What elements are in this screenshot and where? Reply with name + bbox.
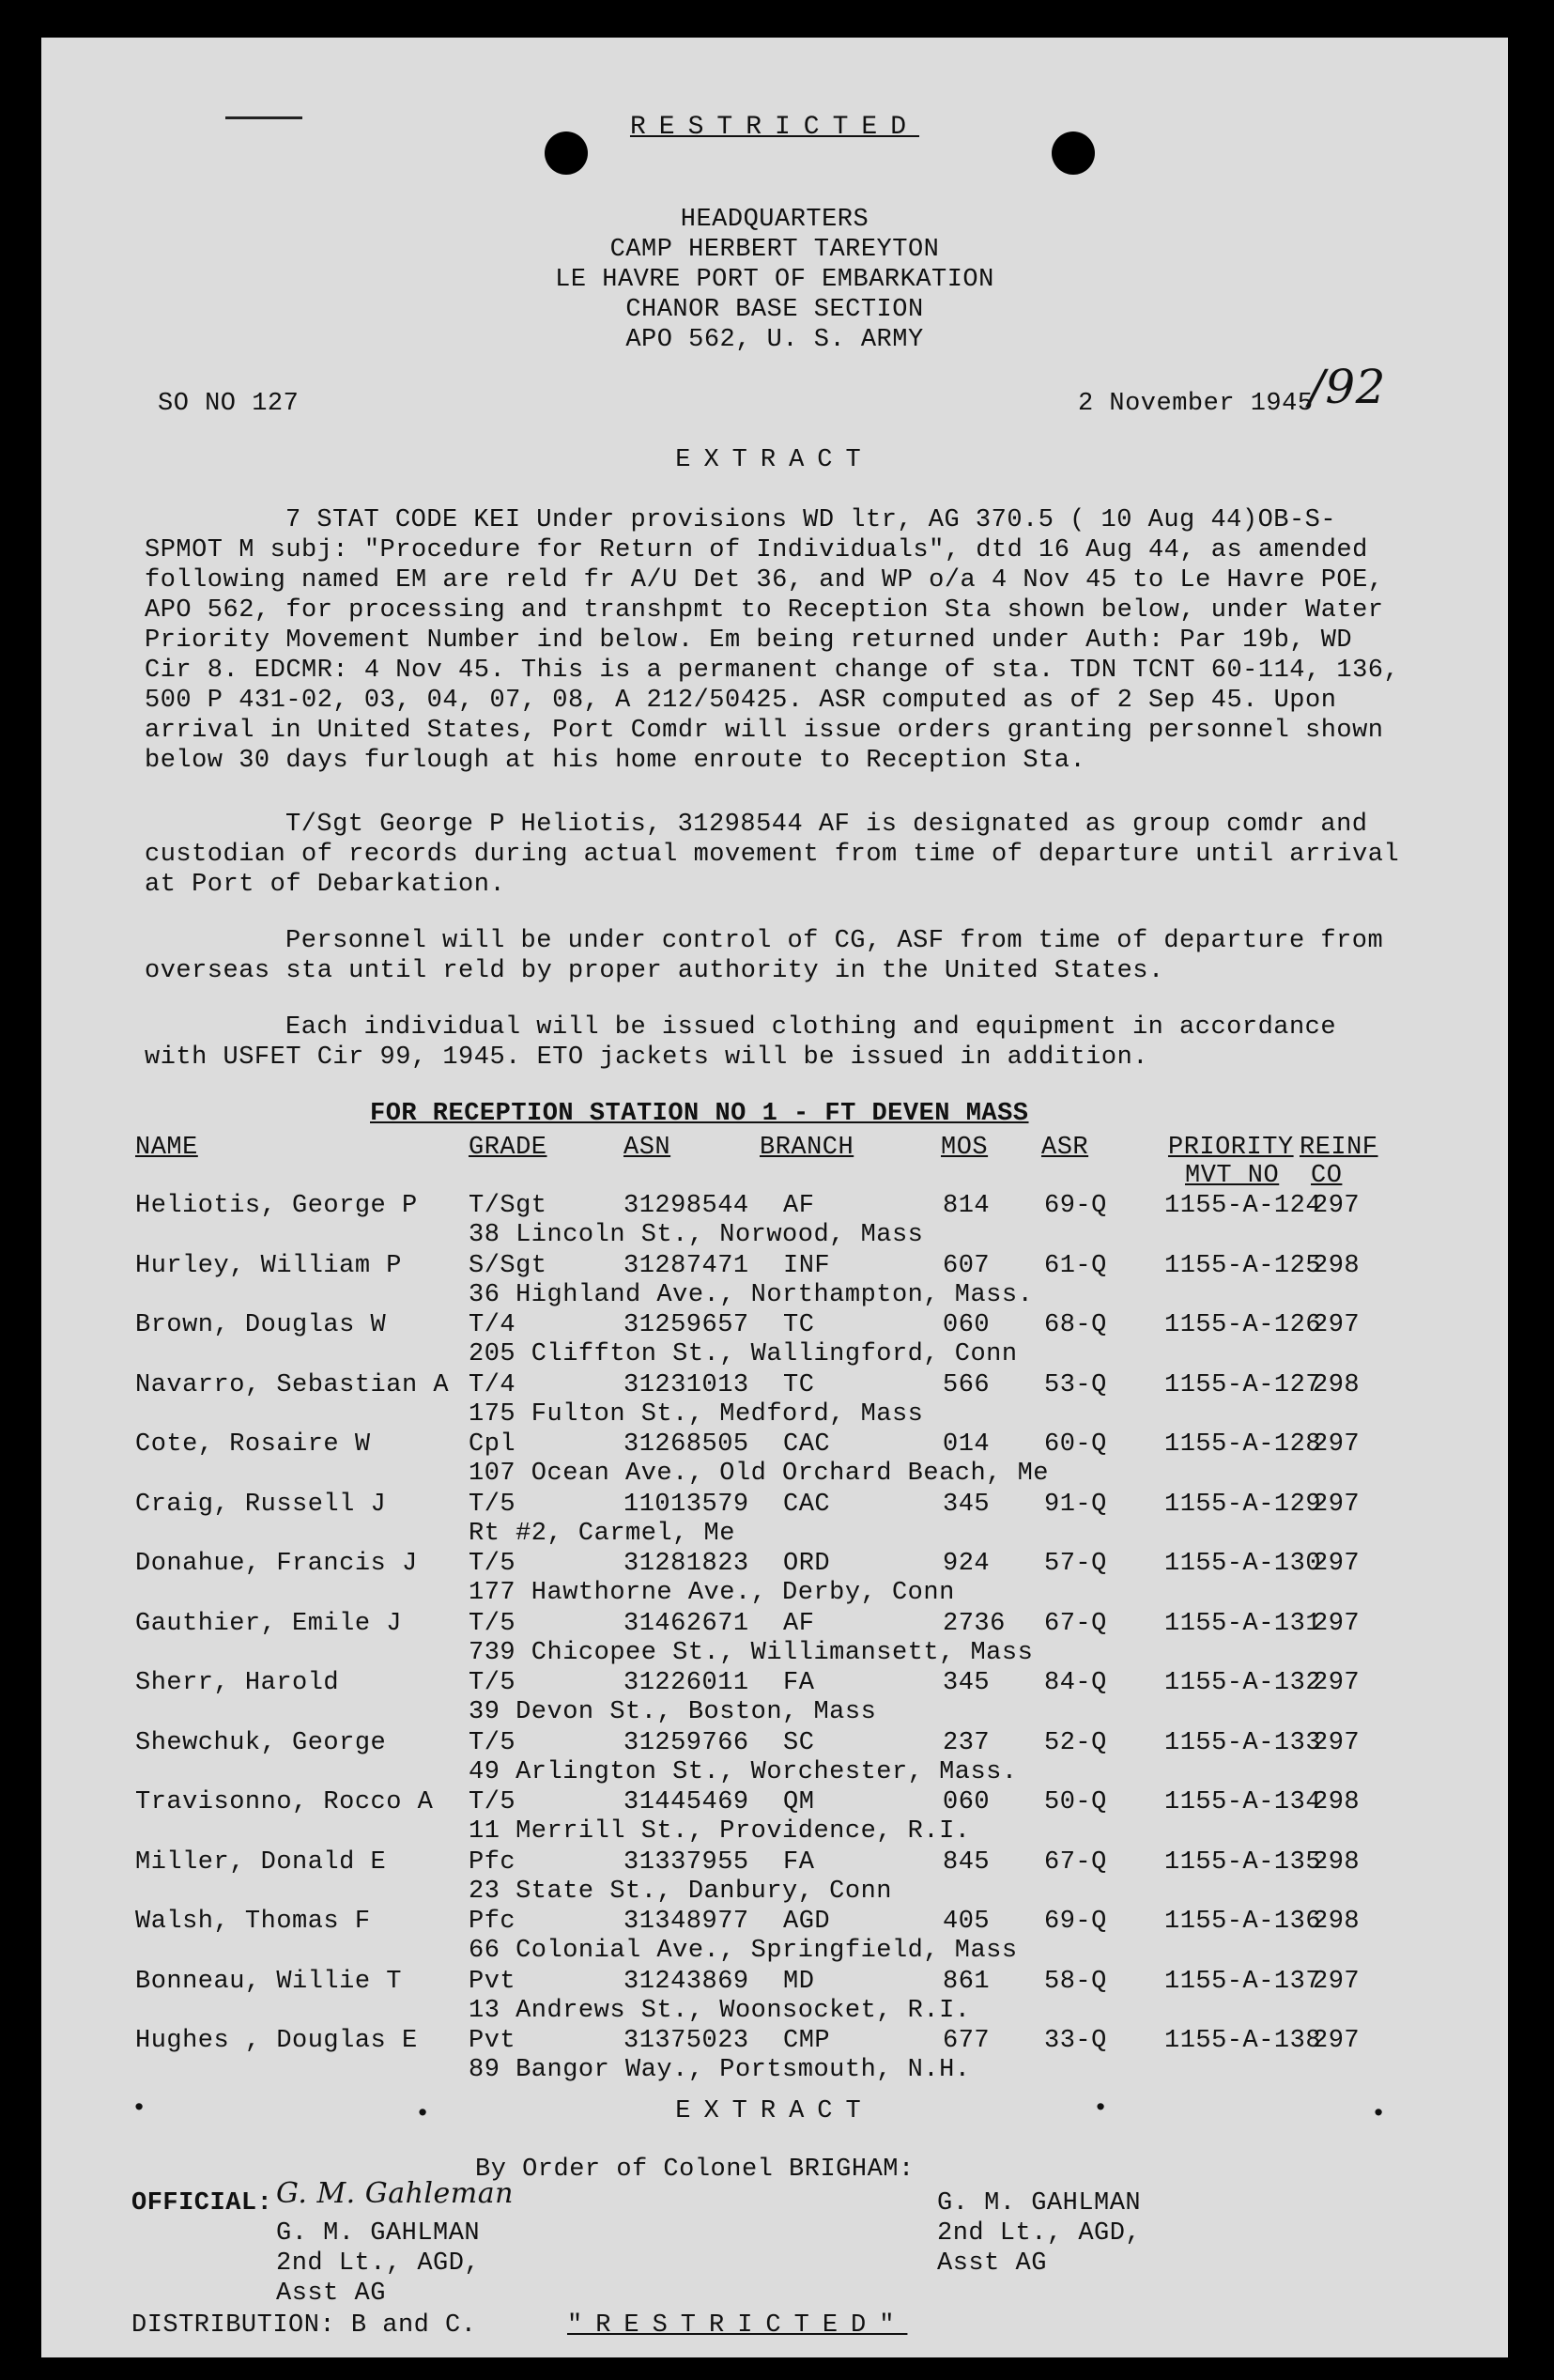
row-address: 66 Colonial Ave., Springfield, Mass	[469, 1937, 1018, 1965]
row-name: Gauthier, Emile J	[135, 1610, 402, 1638]
header-asn: ASN	[623, 1134, 671, 1162]
row-asn: 31348977	[623, 1908, 749, 1936]
signature: G. M. Gahleman	[276, 2177, 514, 2210]
row-branch: ORD	[783, 1550, 831, 1578]
row-asr: 68-Q	[1044, 1311, 1107, 1339]
header-name: NAME	[135, 1134, 198, 1162]
row-mos: 345	[943, 1669, 991, 1697]
handwritten-number: /92	[1309, 360, 1386, 414]
row-name: Craig, Russell J	[135, 1491, 387, 1519]
row-branch: FA	[783, 1669, 815, 1697]
row-asr: 67-Q	[1044, 1610, 1107, 1638]
row-asr: 58-Q	[1044, 1968, 1107, 1996]
order-date: 2 November 1945	[1078, 390, 1314, 418]
row-grade: Pfc	[469, 1848, 516, 1877]
distribution-line: DISTRIBUTION: B and C.	[131, 2311, 477, 2340]
right-signer-rank: 2nd Lt., AGD,	[937, 2219, 1142, 2248]
hq-line-4: CHANOR BASE SECTION	[625, 296, 924, 324]
row-asn: 31445469	[623, 1788, 749, 1816]
row-mos: 060	[943, 1788, 991, 1816]
row-asn: 31231013	[623, 1371, 749, 1399]
row-asn: 11013579	[623, 1491, 749, 1519]
paragraph-group-comdr: T/Sgt George P Heliotis, 31298544 AF is designated as group comdr and custodian of records during actual movement from time of departure until arrival at Port of Debarkation.	[145, 811, 1415, 899]
restricted-header: RESTRICTED	[629, 113, 920, 142]
bullet-left-2: •	[415, 2101, 431, 2129]
row-branch: MD	[783, 1968, 815, 1996]
row-reinf-co: 297	[1313, 1491, 1361, 1519]
row-reinf-co: 298	[1313, 1252, 1361, 1280]
row-mos: 677	[943, 2027, 991, 2055]
row-branch: INF	[783, 1252, 831, 1280]
row-mvt-no: 1155-A-125	[1164, 1252, 1322, 1280]
document-page	[41, 38, 1508, 2357]
row-name: Donahue, Francis J	[135, 1550, 418, 1578]
row-reinf-co: 297	[1313, 1192, 1361, 1220]
row-asn: 31243869	[623, 1968, 749, 1996]
row-address: 177 Hawthorne Ave., Derby, Conn	[469, 1579, 955, 1607]
header-reinf: REINF	[1300, 1134, 1378, 1162]
row-grade: S/Sgt	[469, 1252, 547, 1280]
row-address: 36 Highland Ave., Northampton, Mass.	[469, 1281, 1034, 1309]
table-title: FOR RECEPTION STATION NO 1 - FT DEVEN MASS	[370, 1100, 1029, 1128]
row-mvt-no: 1155-A-131	[1164, 1610, 1322, 1638]
row-name: Miller, Donald E	[135, 1848, 387, 1877]
row-mos: 237	[943, 1729, 991, 1757]
row-name: Brown, Douglas W	[135, 1311, 387, 1339]
extract-title: EXTRACT	[675, 446, 874, 474]
row-reinf-co: 297	[1313, 2027, 1361, 2055]
left-signer-rank: 2nd Lt., AGD,	[276, 2249, 481, 2278]
header-grade: GRADE	[469, 1134, 547, 1162]
row-asr: 91-Q	[1044, 1491, 1107, 1519]
row-mos: 566	[943, 1371, 991, 1399]
row-name: Sherr, Harold	[135, 1669, 340, 1697]
row-asn: 31462671	[623, 1610, 749, 1638]
row-reinf-co: 297	[1313, 1610, 1361, 1638]
row-mvt-no: 1155-A-130	[1164, 1550, 1322, 1578]
row-asn: 31268505	[623, 1430, 749, 1459]
row-mos: 814	[943, 1192, 991, 1220]
row-asr: 69-Q	[1044, 1192, 1107, 1220]
row-asr: 61-Q	[1044, 1252, 1107, 1280]
bullet-right: •	[1093, 2095, 1109, 2124]
row-reinf-co: 297	[1313, 1550, 1361, 1578]
paragraph-clothing: Each individual will be issued clothing and equipment in accordance with USFET Cir 99, 1945. ETO jackets will be issued in addition.	[145, 1013, 1352, 1072]
hq-line-1: HEADQUARTERS	[680, 206, 869, 234]
row-grade: T/5	[469, 1610, 516, 1638]
row-asn: 31375023	[623, 2027, 749, 2055]
row-address: 49 Arlington St., Worchester, Mass.	[469, 1758, 1018, 1786]
row-asr: 69-Q	[1044, 1908, 1107, 1936]
row-grade: T/Sgt	[469, 1192, 547, 1220]
row-mvt-no: 1155-A-133	[1164, 1729, 1322, 1757]
row-asr: 60-Q	[1044, 1430, 1107, 1459]
row-asr: 67-Q	[1044, 1848, 1107, 1877]
right-signer-name: G. M. GAHLMAN	[937, 2189, 1142, 2218]
row-branch: CAC	[783, 1491, 831, 1519]
row-reinf-co: 298	[1313, 1788, 1361, 1816]
header-priority: PRIORITY	[1168, 1134, 1294, 1162]
row-address: Rt #2, Carmel, Me	[469, 1520, 735, 1548]
row-grade: T/5	[469, 1550, 516, 1578]
paragraph-main: 7 STAT CODE KEI Under provisions WD ltr, AG 370.5 ( 10 Aug 44)OB-S-SPMOT M subj: "Procedure for Return of Individuals", dtd 16 Aug 44, as amended following named EM are reld fr A/U Det 36, and WP o/a 4 Nov 45 to Le Havre POE, APO 562, for processing and transhpmt to Reception Sta shown below, under Water Priority Movement Number ind below. Em being returned under Auth: Par 19b, WD Cir 8. EDCMR: 4 Nov 45. This is a permanent change of sta. TDN TCNT 60-114, 136, 500 P 431-02, 03, 04, 07, 08, A 212/50425. ASR computed as of 2 Sep 45. Upon arrival in United States, Port Comdr will issue orders granting personnel shown below 30 days furlough at his home enroute to Reception Sta.	[145, 506, 1415, 775]
row-mos: 845	[943, 1848, 991, 1877]
row-reinf-co: 297	[1313, 1968, 1361, 1996]
row-mvt-no: 1155-A-127	[1164, 1371, 1322, 1399]
row-mvt-no: 1155-A-124	[1164, 1192, 1322, 1220]
row-name: Cote, Rosaire W	[135, 1430, 371, 1459]
row-grade: Pfc	[469, 1908, 516, 1936]
row-mvt-no: 1155-A-137	[1164, 1968, 1322, 1996]
row-grade: T/5	[469, 1491, 516, 1519]
row-asr: 57-Q	[1044, 1550, 1107, 1578]
row-mvt-no: 1155-A-126	[1164, 1311, 1322, 1339]
row-branch: CAC	[783, 1430, 831, 1459]
row-grade: T/4	[469, 1371, 516, 1399]
order-number: SO NO 127	[158, 390, 300, 418]
row-asn: 31287471	[623, 1252, 749, 1280]
row-grade: Pvt	[469, 2027, 516, 2055]
row-asn: 31337955	[623, 1848, 749, 1877]
restricted-footer: "RESTRICTED"	[567, 2311, 908, 2340]
row-asr: 33-Q	[1044, 2027, 1107, 2055]
header-mos: MOS	[941, 1134, 989, 1162]
row-address: 107 Ocean Ave., Old Orchard Beach, Me	[469, 1460, 1049, 1488]
row-address: 739 Chicopee St., Willimansett, Mass	[469, 1639, 1034, 1667]
row-mos: 345	[943, 1491, 991, 1519]
row-name: Hughes , Douglas E	[135, 2027, 418, 2055]
row-reinf-co: 297	[1313, 1430, 1361, 1459]
row-branch: TC	[783, 1371, 815, 1399]
row-mos: 060	[943, 1311, 991, 1339]
row-address: 13 Andrews St., Woonsocket, R.I.	[469, 1997, 971, 2025]
row-asn: 31281823	[623, 1550, 749, 1578]
row-address: 23 State St., Danbury, Conn	[469, 1878, 892, 1906]
header-branch: BRANCH	[760, 1134, 854, 1162]
header-co: CO	[1311, 1162, 1343, 1190]
by-order-line: By Order of Colonel BRIGHAM:	[475, 2156, 915, 2184]
row-name: Hurley, William P	[135, 1252, 402, 1280]
row-asn: 31259766	[623, 1729, 749, 1757]
bullet-left: •	[131, 2095, 147, 2124]
row-mos: 924	[943, 1550, 991, 1578]
row-reinf-co: 297	[1313, 1311, 1361, 1339]
row-grade: T/5	[469, 1669, 516, 1697]
row-grade: T/5	[469, 1729, 516, 1757]
row-branch: AGD	[783, 1908, 831, 1936]
left-signer-title: Asst AG	[276, 2280, 386, 2308]
row-grade: T/4	[469, 1311, 516, 1339]
row-mvt-no: 1155-A-135	[1164, 1848, 1322, 1877]
row-asn: 31298544	[623, 1192, 749, 1220]
row-grade: T/5	[469, 1788, 516, 1816]
row-name: Shewchuk, George	[135, 1729, 387, 1757]
row-reinf-co: 297	[1313, 1669, 1361, 1697]
row-branch: AF	[783, 1192, 815, 1220]
row-asn: 31259657	[623, 1311, 749, 1339]
row-asr: 52-Q	[1044, 1729, 1107, 1757]
row-mvt-no: 1155-A-129	[1164, 1491, 1322, 1519]
row-mos: 014	[943, 1430, 991, 1459]
row-name: Travisonno, Rocco A	[135, 1788, 434, 1816]
row-name: Walsh, Thomas F	[135, 1908, 371, 1936]
header-mvt-no: MVT NO	[1185, 1162, 1280, 1190]
hq-line-2: CAMP HERBERT TAREYTON	[609, 236, 940, 264]
row-reinf-co: 298	[1313, 1908, 1361, 1936]
row-asr: 84-Q	[1044, 1669, 1107, 1697]
row-mvt-no: 1155-A-132	[1164, 1669, 1322, 1697]
row-mvt-no: 1155-A-128	[1164, 1430, 1322, 1459]
row-mos: 861	[943, 1968, 991, 1996]
bullet-right-2: •	[1371, 2101, 1387, 2129]
hq-line-5: APO 562, U. S. ARMY	[625, 326, 924, 354]
row-address: 175 Fulton St., Medford, Mass	[469, 1400, 924, 1429]
row-address: 89 Bangor Way., Portsmouth, N.H.	[469, 2056, 971, 2084]
row-reinf-co: 298	[1313, 1371, 1361, 1399]
right-signer-title: Asst AG	[937, 2249, 1047, 2278]
row-address: 205 Cliffton St., Wallingford, Conn	[469, 1340, 1018, 1368]
row-address: 11 Merrill St., Providence, R.I.	[469, 1817, 971, 1846]
row-grade: Cpl	[469, 1430, 516, 1459]
row-reinf-co: 298	[1313, 1848, 1361, 1877]
row-mvt-no: 1155-A-138	[1164, 2027, 1322, 2055]
row-branch: CMP	[783, 2027, 831, 2055]
paragraph-control: Personnel will be under control of CG, ASF from time of departure from overseas sta until reld by proper authority in the United States.	[145, 927, 1399, 985]
hq-line-3: LE HAVRE PORT OF EMBARKATION	[555, 266, 994, 294]
left-signer-name: G. M. GAHLMAN	[276, 2219, 481, 2248]
row-address: 39 Devon St., Boston, Mass	[469, 1698, 877, 1726]
row-mos: 607	[943, 1252, 991, 1280]
header-asr: ASR	[1041, 1134, 1089, 1162]
row-branch: AF	[783, 1610, 815, 1638]
row-asr: 50-Q	[1044, 1788, 1107, 1816]
row-branch: QM	[783, 1788, 815, 1816]
row-asn: 31226011	[623, 1669, 749, 1697]
row-address: 38 Lincoln St., Norwood, Mass	[469, 1221, 924, 1249]
row-mvt-no: 1155-A-134	[1164, 1788, 1322, 1816]
row-reinf-co: 297	[1313, 1729, 1361, 1757]
row-mvt-no: 1155-A-136	[1164, 1908, 1322, 1936]
row-asr: 53-Q	[1044, 1371, 1107, 1399]
row-name: Heliotis, George P	[135, 1192, 418, 1220]
row-grade: Pvt	[469, 1968, 516, 1996]
row-branch: TC	[783, 1311, 815, 1339]
official-label: OFFICIAL:	[131, 2189, 273, 2218]
row-name: Navarro, Sebastian A	[135, 1371, 450, 1399]
row-mos: 2736	[943, 1610, 1006, 1638]
row-mos: 405	[943, 1908, 991, 1936]
row-name: Bonneau, Willie T	[135, 1968, 402, 1996]
row-branch: FA	[783, 1848, 815, 1877]
extract-footer: EXTRACT	[675, 2097, 874, 2125]
row-branch: SC	[783, 1729, 815, 1757]
